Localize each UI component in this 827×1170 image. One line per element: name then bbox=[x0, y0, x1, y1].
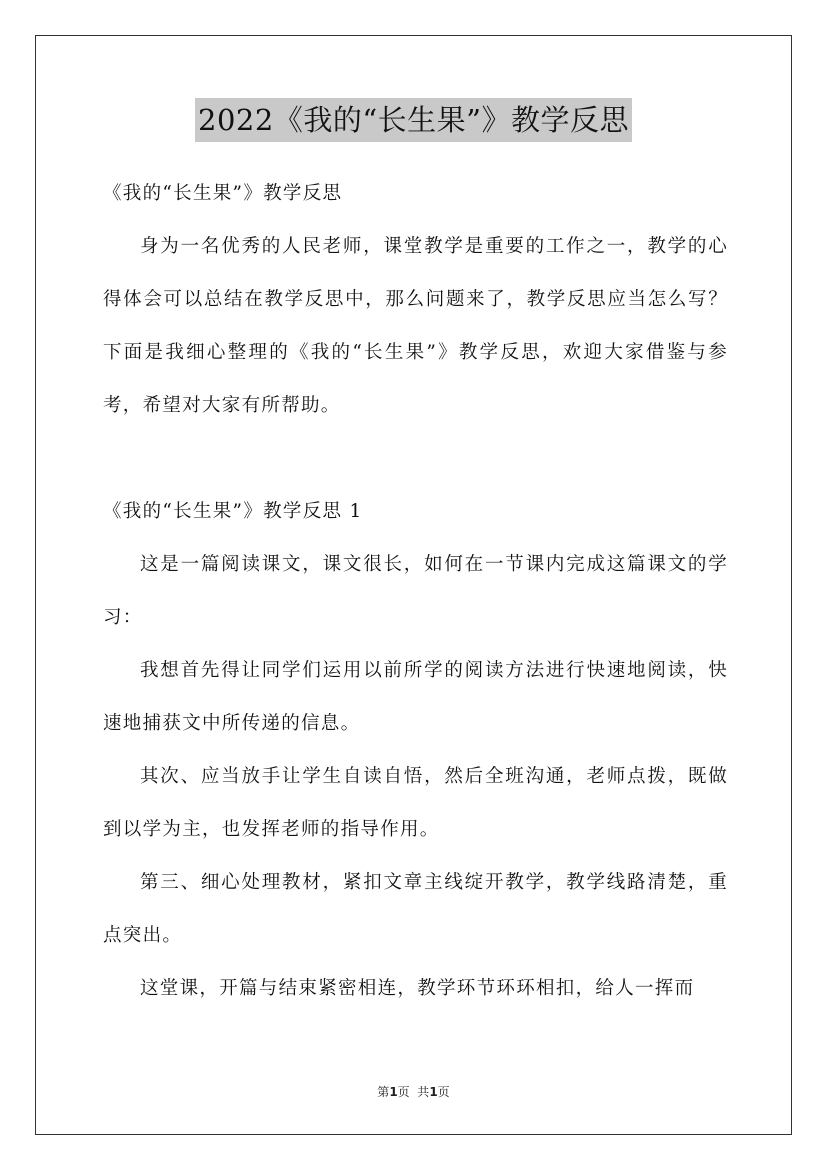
footer-total-pages: 1 bbox=[429, 1085, 438, 1099]
document-body bbox=[103, 167, 728, 1015]
body-paragraph: 我想首先得让同学们运用以前所学的阅读方法进行快速地阅读，快速地捕获文中所传递的信息。 bbox=[103, 660, 728, 734]
body-paragraph: 这堂课，开篇与结束紧密相连，教学环节环环相扣，给人一挥而 bbox=[140, 978, 695, 999]
document-title: 2022《我的“长生果”》教学反思 bbox=[195, 98, 632, 142]
section-heading: 《我的“长生果”》教学反思 1 bbox=[103, 501, 363, 522]
footer-suffix: 页 bbox=[437, 1085, 450, 1099]
footer-mid: 页 共 bbox=[397, 1085, 430, 1099]
page-footer bbox=[0, 1083, 827, 1100]
intro-paragraph: 身为一名优秀的人民老师，课堂教学是重要的工作之一，教学的心得体会可以总结在教学反思中，那么问题来了，教学反思应当怎么写？下面是我细心整理的《我的“长生果”》教学反思，欢迎大家借鉴与参考，希望对大家有所帮助。 bbox=[103, 236, 728, 416]
title-container bbox=[0, 98, 827, 142]
body-paragraph: 第三、细心处理教材，紧扣文章主线绽开教学，教学线路清楚，重点突出。 bbox=[103, 872, 728, 946]
body-paragraph: 这是一篇阅读课文，课文很长，如何在一节课内完成这篇课文的学习： bbox=[103, 554, 728, 628]
blank-line bbox=[103, 432, 728, 485]
subtitle: 《我的“长生果”》教学反思 bbox=[103, 183, 343, 204]
footer-page-number: 1 bbox=[389, 1085, 398, 1099]
body-paragraph: 其次、应当放手让学生自读自悟，然后全班沟通，老师点拨，既做到以学为主，也发挥老师的指导作用。 bbox=[103, 766, 728, 840]
footer-prefix: 第 bbox=[377, 1085, 390, 1099]
